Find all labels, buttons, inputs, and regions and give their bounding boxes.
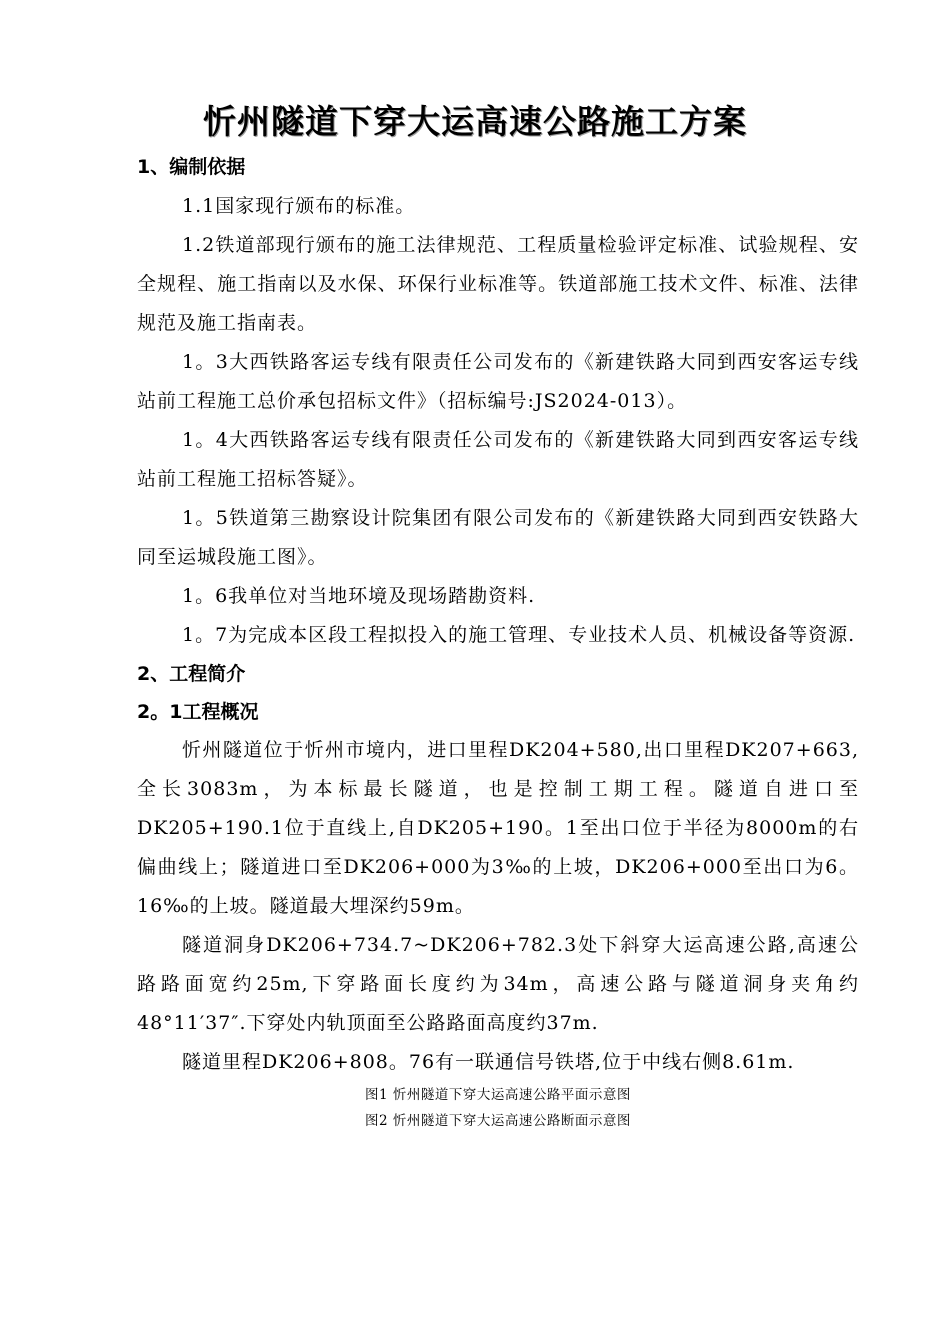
figure-1-caption: 图1 忻州隧道下穿大运高速公路平面示意图 (365, 1087, 631, 1103)
paragraph-1-6: 1。6我单位对当地环境及现场踏勘资料. (182, 585, 536, 607)
figure-2-caption: 图2 忻州隧道下穿大运高速公路断面示意图 (365, 1113, 631, 1129)
subsection-heading-2-1: 2。1工程概况 (137, 701, 259, 723)
figure-captions (137, 1082, 859, 1134)
section-heading-1: 1、编制依据 (137, 156, 246, 178)
paragraph-1-1: 1.1国家现行颁布的标准。 (182, 195, 416, 217)
document-title: 忻州隧道下穿大运高速公路施工方案 (203, 102, 747, 141)
paragraph-2-1-3: 隧道里程DK206+808。76有一联通信号铁塔,位于中线右侧8.61m. (182, 1051, 795, 1073)
paragraph-2-1-1: 忻州隧道位于忻州市境内，进口里程DK204+580,出口里程DK207+663,全长3083m，为本标最长隧道，也是控制工期工程。隧道自进口至DK205+190.1位于直线上,自DK205+190。1至出口位于半径为8000m的右偏曲线上；隧道进口至DK206+000为3‰的上坡，DK206+000至出口为6。16‰的上坡。隧道最大埋深约59m。 (137, 739, 859, 917)
paragraph-2-1-2: 隧道洞身DK206+734.7~DK206+782.3处下斜穿大运高速公路,高速公路路面宽约25m,下穿路面长度约为34m，高速公路与隧道洞身夹角约48°11′37″.下穿处内轨顶面至公路路面高度约37m. (137, 934, 859, 1034)
section-heading-2: 2、工程简介 (137, 663, 246, 685)
document-body (137, 148, 859, 1134)
paragraph-1-5: 1。5铁道第三勘察设计院集团有限公司发布的《新建铁路大同到西安铁路大同至运城段施工图》。 (137, 507, 859, 568)
paragraph-1-3: 1。3大西铁路客运专线有限责任公司发布的《新建铁路大同到西安客运专线站前工程施工总价承包招标文件》（招标编号:JS2024-013）。 (137, 351, 859, 412)
paragraph-1-4: 1。4大西铁路客运专线有限责任公司发布的《新建铁路大同到西安客运专线站前工程施工招标答疑》。 (137, 429, 859, 490)
paragraph-1-2: 1.2铁道部现行颁布的施工法律规范、工程质量检验评定标准、试验规程、安全规程、施工指南以及水保、环保行业标准等。铁道部施工技术文件、标准、法律规范及施工指南表。 (137, 234, 859, 334)
paragraph-1-7: 1。7为完成本区段工程拟投入的施工管理、专业技术人员、机械设备等资源. (182, 624, 856, 646)
